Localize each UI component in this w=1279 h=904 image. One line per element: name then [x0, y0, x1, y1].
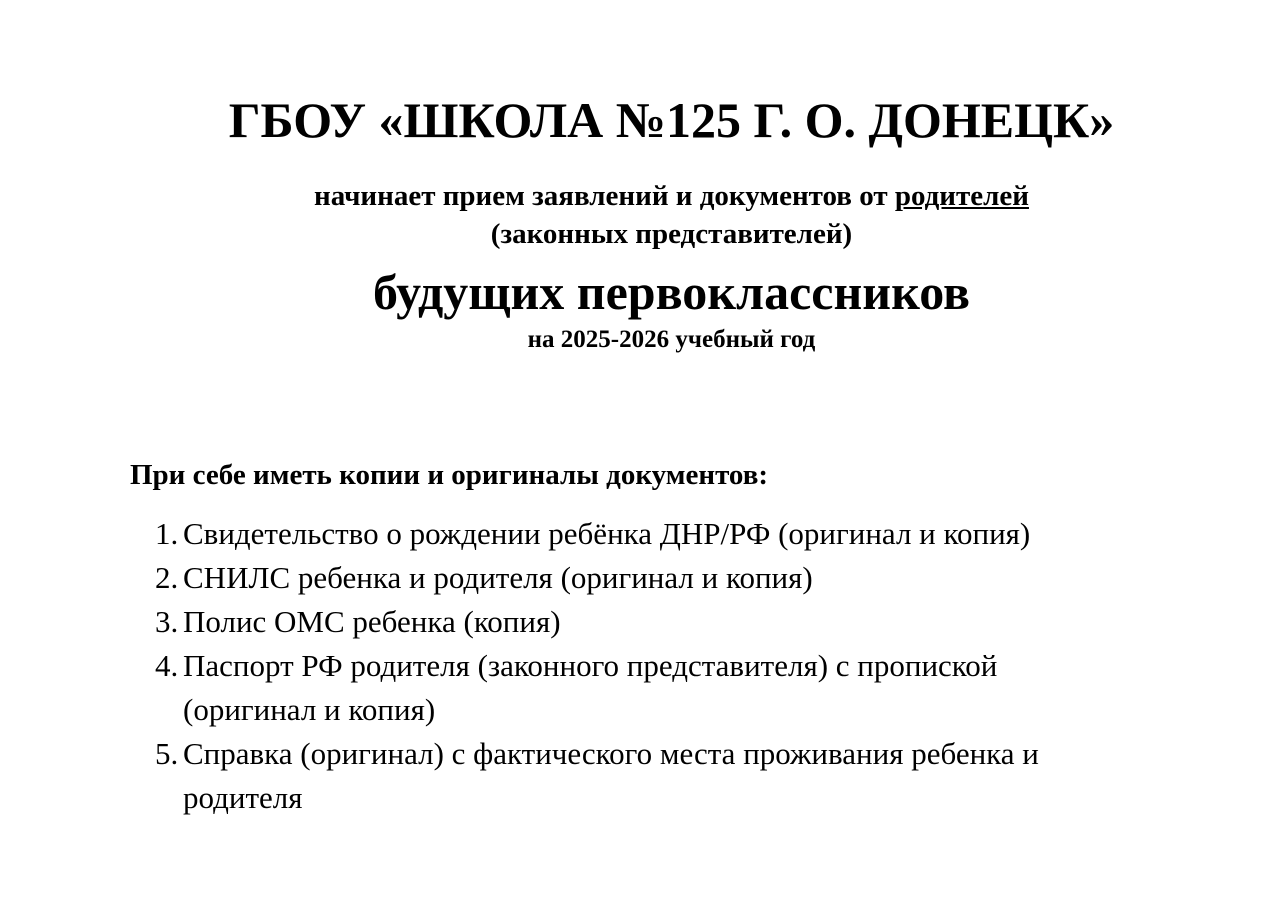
list-item	[0, 600, 1123, 644]
subtitle-text: начинает прием заявлений и документов от	[314, 180, 895, 212]
first-graders-heading: будущих первоклассников	[373, 264, 970, 320]
list-item-number: 2.	[155, 560, 179, 595]
subtitle-line-2: (законных представителей)	[490, 218, 853, 250]
list-item-text: Полис ОМС ребенка (копия)	[183, 604, 561, 639]
documents-list	[0, 512, 1279, 820]
list-item-text: СНИЛС ребенка и родителя (оригинал и копия)	[183, 560, 813, 595]
subtitle-line-1	[0, 177, 1279, 215]
school-title: ГБОУ «ШКОЛА №125 Г. О. ДОНЕЦК»	[228, 92, 1115, 148]
list-item-number: 5.	[155, 736, 179, 771]
list-item	[0, 556, 1123, 600]
announcement-subtitle	[0, 177, 1279, 253]
list-item-text: Справка (оригинал) с фактического места проживания ребенка и родителя	[183, 736, 1039, 815]
list-item	[0, 512, 1123, 556]
list-item-text: Паспорт РФ родителя (законного представителя) с пропиской (оригинал и копия)	[183, 648, 998, 727]
subtitle-underlined-word: родителей	[894, 180, 1029, 212]
documents-heading: При себе иметь копии и оригиналы документов:	[130, 459, 769, 491]
list-item-number: 3.	[155, 604, 179, 639]
list-item-number: 1.	[155, 516, 179, 551]
list-item-number: 4.	[155, 648, 179, 683]
list-item	[0, 732, 1123, 820]
school-year-line: на 2025-2026 учебный год	[527, 326, 816, 353]
list-item-text: Свидетельство о рождении ребёнка ДНР/РФ (оригинал и копия)	[183, 516, 1031, 551]
list-item	[0, 644, 1123, 732]
